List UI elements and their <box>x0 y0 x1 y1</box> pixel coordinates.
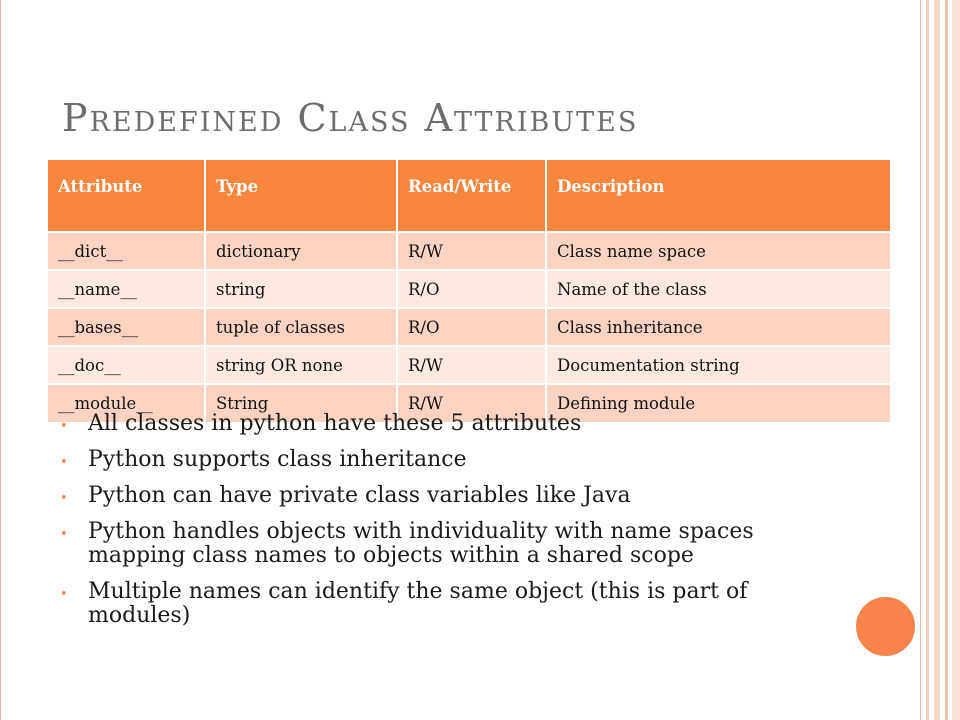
table-header-row <box>47 160 891 232</box>
column-header: Attribute <box>47 160 205 232</box>
orange-circle-decoration <box>852 593 919 660</box>
column-header: Type <box>205 160 397 232</box>
title-word: ATTRIBUTES <box>424 96 639 140</box>
table-cell: string <box>205 270 397 308</box>
table-cell: string OR none <box>205 346 397 384</box>
attributes-table <box>46 160 892 422</box>
bullet-text: All classes in python have these 5 attributes <box>88 411 582 436</box>
bullet-text: Python can have private class variables like Java <box>88 483 631 508</box>
bullet-text: Python supports class inheritance <box>88 447 467 472</box>
stripe <box>945 0 948 720</box>
table-row <box>47 232 891 270</box>
bullet-item <box>58 484 818 508</box>
table-row <box>47 270 891 308</box>
bullet-dot-icon: • <box>60 527 68 542</box>
table-cell: R/W <box>397 346 546 384</box>
table-cell: Documentation string <box>546 346 891 384</box>
table-row <box>47 346 891 384</box>
title-word: CLASS <box>297 96 411 140</box>
bullet-dot-icon: • <box>60 491 68 506</box>
decorative-stripes <box>921 0 960 720</box>
table-cell: R/W <box>397 384 546 422</box>
table-cell: tuple of classes <box>205 308 397 346</box>
table-cell: __name__ <box>47 270 205 308</box>
table-cell: R/W <box>397 232 546 270</box>
table-cell: R/O <box>397 308 546 346</box>
bullet-dot-icon: • <box>60 455 68 470</box>
stripe <box>952 0 960 720</box>
table-cell: String <box>205 384 397 422</box>
slide-title <box>62 96 638 140</box>
bullet-item <box>58 580 818 628</box>
bullet-item <box>58 412 818 436</box>
stripe <box>926 0 929 720</box>
table-row <box>47 308 891 346</box>
table-cell: Name of the class <box>546 270 891 308</box>
table-cell: dictionary <box>205 232 397 270</box>
column-header: Read/Write <box>397 160 546 232</box>
bullet-item <box>58 448 818 472</box>
bullet-text: Python handles objects with individuality with name spaces mapping class names to objects within a shared scope <box>88 519 754 568</box>
table-cell: __doc__ <box>47 346 205 384</box>
title-word: PREDEFINED <box>62 96 284 140</box>
bullet-dot-icon: • <box>60 587 68 602</box>
bullet-dot-icon: • <box>60 419 68 434</box>
column-header: Description <box>546 160 891 232</box>
table-cell: __dict__ <box>47 232 205 270</box>
table-cell: R/O <box>397 270 546 308</box>
bullet-list <box>58 412 818 640</box>
table-cell: Class name space <box>546 232 891 270</box>
table-cell: Defining module <box>546 384 891 422</box>
bullet-text: Multiple names can identify the same object (this is part of modules) <box>88 579 748 628</box>
bullet-item <box>58 520 818 568</box>
table-cell: Class inheritance <box>546 308 891 346</box>
stripe <box>934 0 940 720</box>
table-cell: __module__ <box>47 384 205 422</box>
table-cell: __bases__ <box>47 308 205 346</box>
